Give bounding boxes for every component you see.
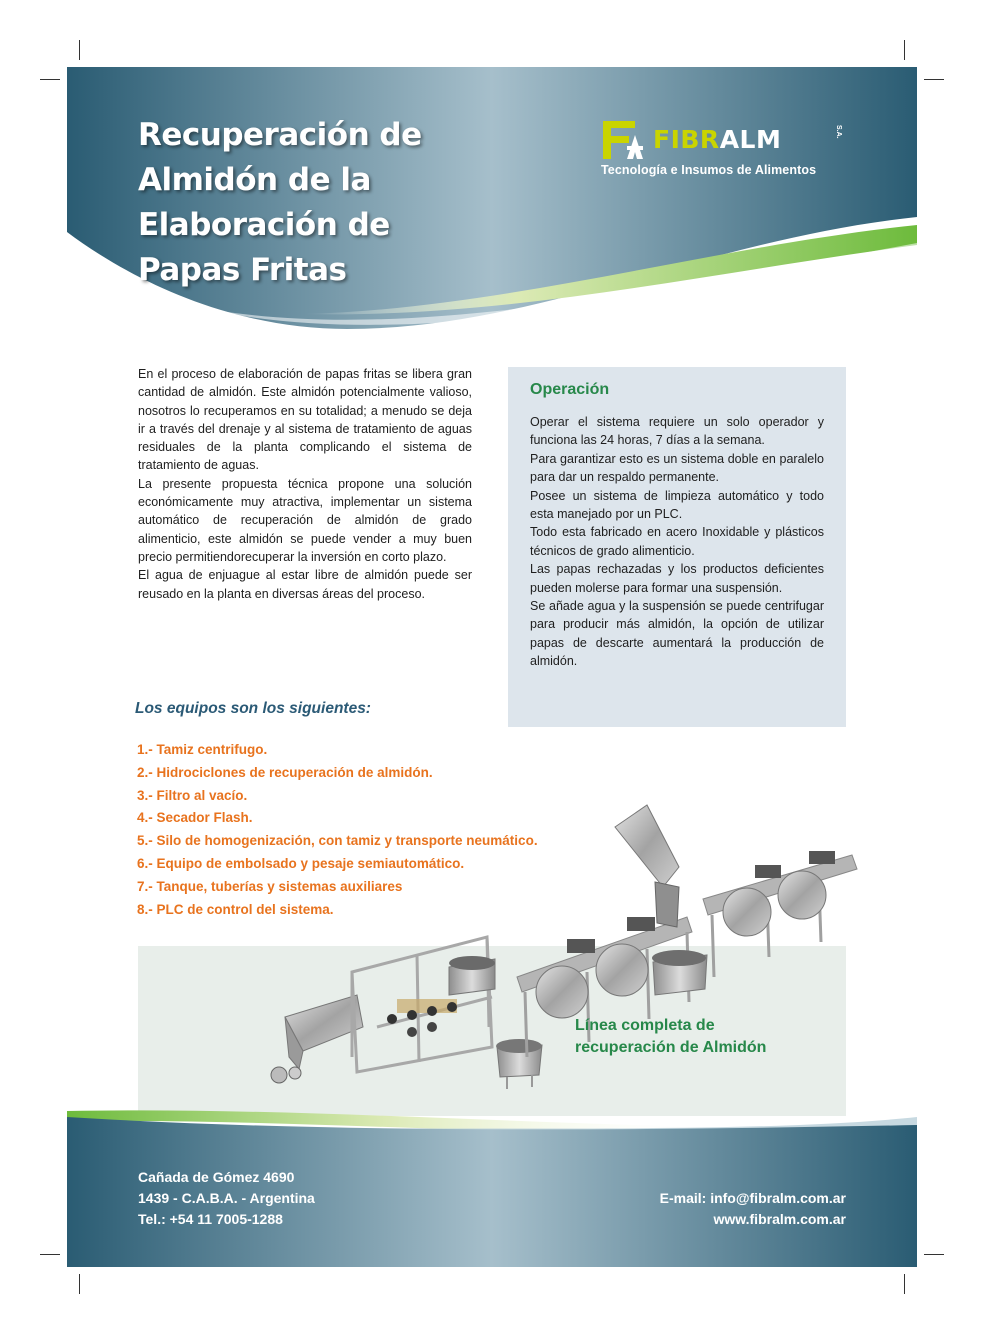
caption-line: Línea completa de (575, 1017, 715, 1034)
crop-mark (79, 40, 80, 60)
address-line: Tel.: +54 11 7005-1288 (138, 1211, 283, 1227)
company-contact (660, 1188, 846, 1230)
company-address (138, 1167, 315, 1230)
operation-paragraph: Posee un sistema de limpieza automático y todo esta manejado por un PLC. (530, 488, 824, 522)
crop-mark (924, 1254, 944, 1255)
operation-paragraph: Operar el sistema requiere un solo operador y funciona las 24 horas, 7 días a la semana. (530, 415, 824, 448)
crop-mark (904, 40, 905, 60)
intro-paragraph: En el proceso de elaboración de papas fritas se libera gran cantidad de almidón. Este almidón potencialmente valioso, nosotros lo recuperamos en su totalidad; a menudo se deja ir a través del drenaje y al sistema de tratamiento de aguas residuales de la planta complicando el sistema de tratamiento de aguas. (138, 367, 472, 473)
intro-paragraph: La presente propuesta técnica propone una solución económicamente muy atractiva, implementar un sistema automático de recuperación de almidón de grado alimenticio, este almidón se puede vender a muy buen precio permitiendorecuperar la inversión en corto plazo. (138, 476, 472, 564)
valve-array (387, 999, 457, 1037)
equipment-item: 8.- PLC de control del sistema. (137, 901, 334, 917)
title-line: Elaboración de (138, 207, 390, 243)
equipment-item: 5.- Silo de homogenización, con tamiz y transporte neumático. (137, 833, 538, 849)
fibralm-logo-icon (601, 119, 647, 161)
company-logo (601, 117, 851, 187)
address-line: 1439 - C.A.B.A. - Argentina (138, 1190, 315, 1206)
upper-tank (449, 956, 495, 995)
operation-title: Operación (530, 381, 610, 398)
operation-paragraph: Se añade agua y la suspensión se puede centrifugar para producir más almidón, la opción de utilizar papas de descarte aumentará la producción de almidón. (530, 599, 824, 669)
equipment-item: 6.- Equipo de embolsado y pesaje semiautomático. (137, 855, 465, 871)
logo-wordmark: FIBRALM (653, 125, 782, 154)
equipment-item: 2.- Hidrociclones de recuperación de almidón. (137, 764, 433, 780)
logo-tagline: Tecnología e Insumos de Alimentos (601, 163, 817, 177)
figure-caption (575, 1015, 766, 1059)
intro-paragraph: El agua de enjuague al estar libre de almidón puede ser reusado en la planta en diversas áreas del proceso. (138, 568, 472, 601)
upper-centrifuge-line (703, 851, 857, 977)
crop-mark (40, 79, 60, 80)
equipment-item: 7.- Tanque, tuberías y sistemas auxiliares (137, 878, 403, 894)
production-line-illustration (67, 727, 917, 1147)
equipment-item: 4.- Secador Flash. (137, 810, 253, 826)
operation-panel (508, 367, 846, 727)
operation-text (530, 413, 824, 671)
brochure-page (67, 67, 917, 1267)
collection-tank (496, 1039, 542, 1089)
title-line: Papas Fritas (138, 252, 347, 288)
operation-paragraph: Las papas rechazadas y los productos deficientes pueden molerse para formar una suspensión. (530, 562, 824, 595)
operation-paragraph: Todo esta fabricado en acero Inoxidable y plásticos técnicos de grado alimenticio. (530, 525, 824, 558)
title-line: Almidón de la (138, 162, 371, 198)
caption-line: recuperación de Almidón (575, 1039, 767, 1056)
intro-text (138, 365, 472, 603)
crop-mark (79, 1274, 80, 1294)
contact-website: www.fibralm.com.ar (713, 1211, 846, 1227)
equipment-item: 3.- Filtro al vacío. (137, 787, 248, 803)
equipment-item: 1.- Tamiz centrifugo. (137, 742, 268, 757)
title-line: Recuperación de (138, 117, 422, 153)
page-title (138, 113, 422, 293)
logo-suffix: S.A. (835, 125, 842, 139)
crop-mark (924, 79, 944, 80)
equipment-heading: Los equipos son los siguientes: (135, 700, 371, 717)
address-line: Cañada de Gómez 4690 (138, 1169, 295, 1185)
crop-mark (904, 1274, 905, 1294)
contact-email: E-mail: info@fibralm.com.ar (659, 1190, 846, 1206)
crop-mark (40, 1254, 60, 1255)
operation-paragraph: Para garantizar esto es un sistema doble en paralelo para dar un respaldo permanente. (530, 451, 824, 485)
hopper-tank (271, 995, 363, 1083)
